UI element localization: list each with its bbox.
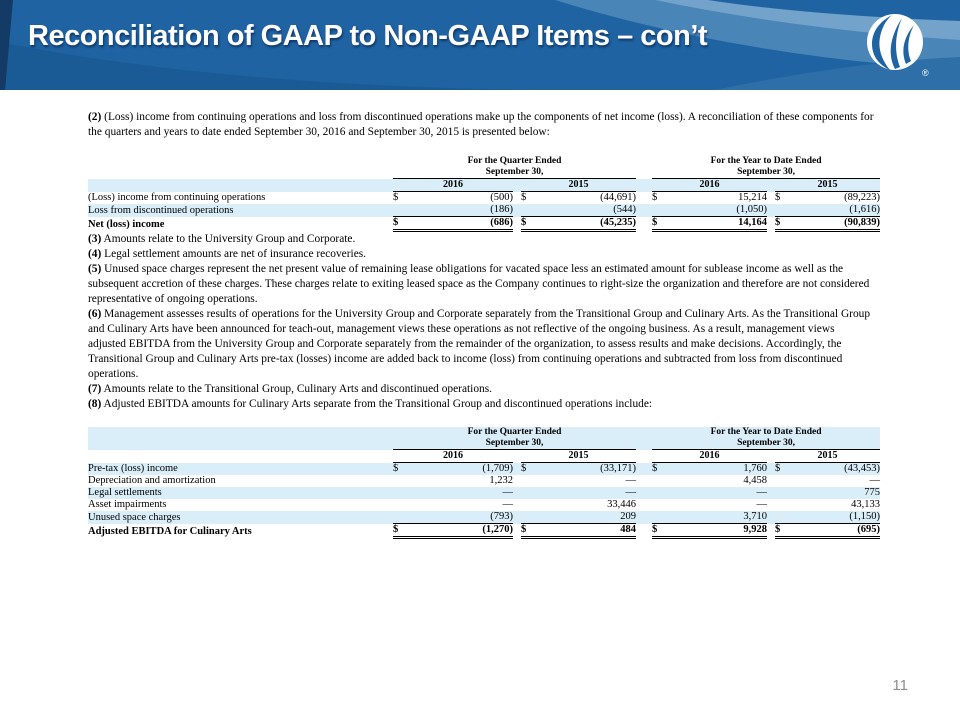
amount-cell: — (869, 475, 881, 486)
amount-cell: $ (44,691) (521, 192, 637, 203)
amount-cell: — (625, 487, 637, 498)
amount-cell: 43,133 (851, 499, 881, 510)
amount-cell: $ 484 (521, 524, 636, 538)
amount-cell: — (502, 499, 513, 510)
brand-swoosh-globe-icon (864, 10, 934, 82)
year-header: 2015 (775, 179, 880, 192)
amount-cell: — (756, 499, 768, 510)
table2-quarter-header: For the Quarter Ended September 30, (393, 427, 636, 450)
net-income-reconciliation-table (88, 156, 880, 232)
row-label: Adjusted EBITDA for Culinary Arts (88, 525, 252, 537)
table2-year-row (88, 450, 880, 463)
table1-quarter-header: For the Quarter Ended September 30, (393, 156, 636, 179)
registered-trademark-symbol: ® (922, 68, 929, 78)
amount-cell: (186) (393, 204, 513, 217)
row-label: (Loss) income from continuing operations (88, 192, 266, 203)
amount-cell: $ (500) (393, 192, 513, 203)
amount-cell: 209 (521, 511, 636, 524)
amount-cell: $ (1,709) (393, 463, 513, 474)
footnote-6 (88, 307, 875, 382)
table-row (88, 463, 880, 476)
page-number: 11 (892, 677, 908, 694)
amount-cell: — (756, 487, 768, 498)
footnote-3 (88, 232, 875, 247)
footnote-8 (88, 397, 875, 412)
footnote-7-text: Amounts relate to the Transitional Group, Culinary Arts and discontinued operations. (103, 383, 493, 395)
amount-cell: 1,232 (489, 475, 513, 486)
amount-cell: $ (1,270) (393, 524, 513, 538)
footnote-8-number: (8) (88, 398, 102, 410)
table-total-row (88, 524, 880, 538)
year-header: 2016 (652, 450, 767, 463)
footnote-3-number: (3) (88, 233, 102, 245)
amount-cell: — (625, 475, 637, 486)
amount-cell: (793) (393, 511, 513, 524)
footnote-5 (88, 262, 875, 307)
amount-cell: 3,710 (652, 511, 767, 524)
footnote-2 (88, 110, 875, 140)
amount-cell: $ (695) (775, 524, 880, 538)
footnote-6-number: (6) (88, 308, 102, 320)
amount-cell: 33,446 (607, 499, 637, 510)
table-total-row (88, 217, 880, 231)
amount-cell: (1,616) (775, 204, 880, 217)
footnote-4-text: Legal settlement amounts are net of insurance recoveries. (104, 248, 367, 260)
footnote-4 (88, 247, 875, 262)
footnote-4-number: (4) (88, 248, 102, 260)
row-label: Loss from discontinued operations (88, 204, 234, 216)
amount-cell: $ (45,235) (521, 217, 636, 231)
amount-cell: 775 (864, 487, 881, 498)
culinary-arts-ebitda-table (88, 427, 880, 539)
amount-cell: $ (33,171) (521, 463, 637, 474)
amount-cell: (544) (521, 204, 636, 217)
table-row (88, 487, 880, 499)
footnote-6-text: Management assesses results of operations for the University Group and Corporate separately from the Transitional Group and Culinary Arts. As the Transitional Group and Culinary Arts have been announced for teach-out, management views these operations as not reflective of the ongoing business. As a result, management views adjusted EBITDA from the University Group and Corporate separately from the remainder of the organization, to assess results and make decisions. Accordingly, the Transitional Group and Culinary Arts pre-tax (losses) income are added back to income (loss) from continuing operations and subtracted from loss from discontinued operations. (88, 308, 871, 380)
footnote-2-number: (2) (88, 111, 102, 123)
row-label: Legal settlements (88, 487, 162, 498)
table-row (88, 475, 880, 487)
amount-cell: (1,050) (652, 204, 767, 217)
footnote-2-text: (Loss) income from continuing operations and loss from discontinued operations make up the components of net income (loss). A reconciliation of these components for the quarters and years to date ended September 30, 2016 and September 30, 2015 is presented below: (88, 111, 874, 138)
year-header: 2015 (521, 450, 636, 463)
row-label: Asset impairments (88, 499, 167, 510)
year-header: 2015 (775, 450, 880, 463)
row-label: Net (loss) income (88, 218, 165, 230)
footnote-5-number: (5) (88, 263, 102, 275)
year-header: 2016 (652, 179, 767, 192)
table1-ytd-header: For the Year to Date Ended September 30, (652, 156, 880, 179)
table-row (88, 499, 880, 511)
footnote-8-text: Adjusted EBITDA amounts for Culinary Arts separate from the Transitional Group and discontinued operations include: (103, 398, 653, 410)
year-header: 2016 (393, 450, 513, 463)
table2-group-header-row (88, 427, 880, 450)
slide-body (0, 90, 960, 539)
table-row (88, 511, 880, 524)
amount-cell: $ (89,223) (775, 192, 881, 203)
slide-header (0, 0, 960, 90)
table1-group-header-row (88, 156, 880, 179)
row-label: Pre-tax (loss) income (88, 463, 178, 474)
row-label: Unused space charges (88, 511, 181, 523)
footnote-5-text: Unused space charges represent the net present value of remaining lease obligations for vacated space less an estimated amount for sublease income as well as the subsequent accretion of these charges. These charges relate to exiting leased space as the Company continues to right-size the organization and therefore are not considered representative of ongoing operations. (88, 263, 870, 305)
year-header: 2015 (521, 179, 636, 192)
footnote-7 (88, 382, 875, 397)
amount-cell: $ 15,214 (652, 192, 768, 203)
page-title: Reconciliation of GAAP to Non-GAAP Items – con’t (28, 20, 708, 52)
amount-cell: — (502, 487, 513, 498)
table-row (88, 204, 880, 217)
amount-cell: $ 14,164 (652, 217, 767, 231)
amount-cell: 4,458 (743, 475, 768, 486)
year-header: 2016 (393, 179, 513, 192)
amount-cell: $ 9,928 (652, 524, 767, 538)
table2-ytd-header: For the Year to Date Ended September 30, (652, 427, 880, 450)
footnote-3-text: Amounts relate to the University Group and Corporate. (103, 233, 356, 245)
amount-cell: $ (43,453) (775, 463, 881, 474)
amount-cell: $ (90,839) (775, 217, 880, 231)
amount-cell: $ (686) (393, 217, 513, 231)
amount-cell: $ 1,760 (652, 463, 768, 474)
table-row (88, 192, 880, 205)
table1-year-row (88, 179, 880, 192)
amount-cell: (1,150) (775, 511, 880, 524)
row-label: Depreciation and amortization (88, 475, 216, 486)
footnote-7-number: (7) (88, 383, 102, 395)
